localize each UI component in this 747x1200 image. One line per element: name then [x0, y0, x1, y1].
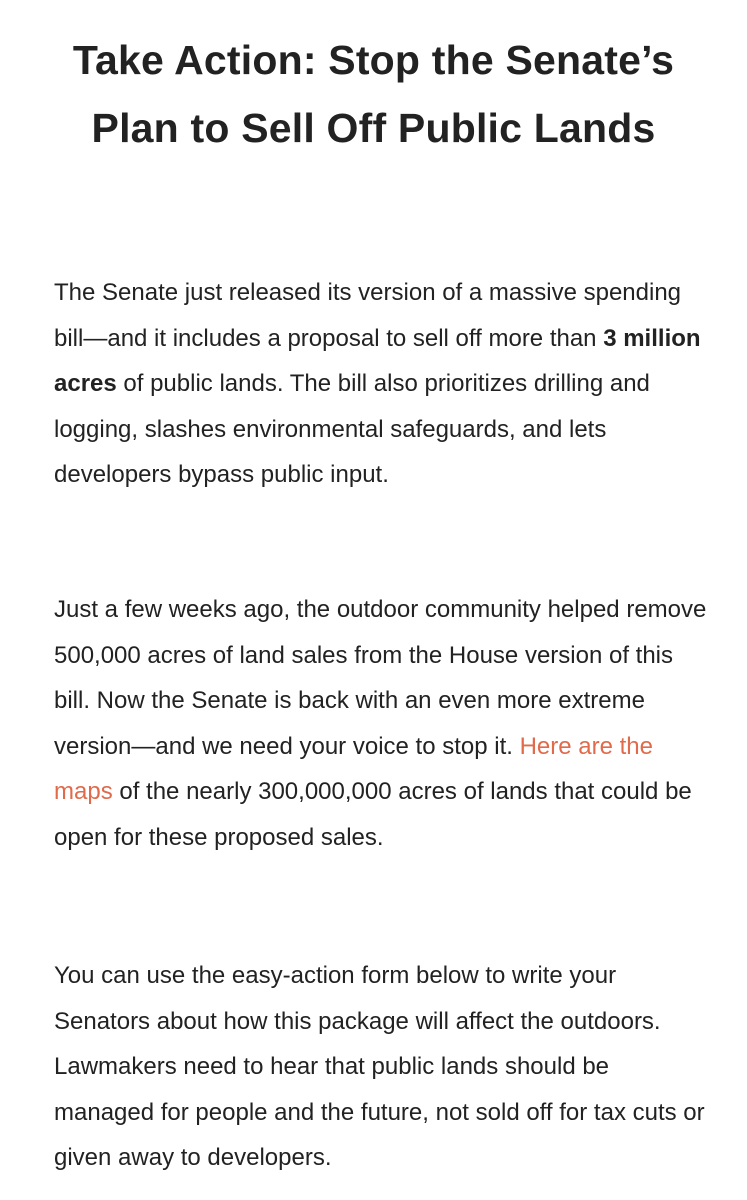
paragraph-text: of public lands. The bill also prioritizes drilling and logging, slashes environmental safeguards, and lets developers bypass public input.	[54, 370, 650, 488]
paragraph-house-version	[54, 587, 714, 860]
maps-link[interactable]: Here are the maps	[54, 732, 653, 805]
paragraph-text: The Senate just released its version of a massive spending bill—and it includes a proposal to sell off more than	[54, 279, 682, 352]
page-title: Take Action: Stop the Senate’s Plan to Sell Off Public Lands	[72, 37, 675, 151]
paragraph-senate-bill	[54, 270, 714, 498]
paragraph-text: of the nearly 300,000,000 acres of lands that could be open for these proposed sales.	[54, 778, 692, 851]
paragraph-text: You can use the easy-action form below to write your Senators about how this package will affect the outdoors. Lawmakers need to hear that public lands should be managed for people and the future, not sold off for tax cuts or given away to developers.	[54, 962, 705, 1171]
bold-acres: 3 million acres	[54, 324, 701, 397]
paragraph-action-form	[54, 953, 714, 1181]
paragraph-text: Just a few weeks ago, the outdoor community helped remove 500,000 acres of land sales from the House version of this bill. Now the Senate is back with an even more extreme version—and we need your voice to stop it.	[54, 596, 707, 760]
